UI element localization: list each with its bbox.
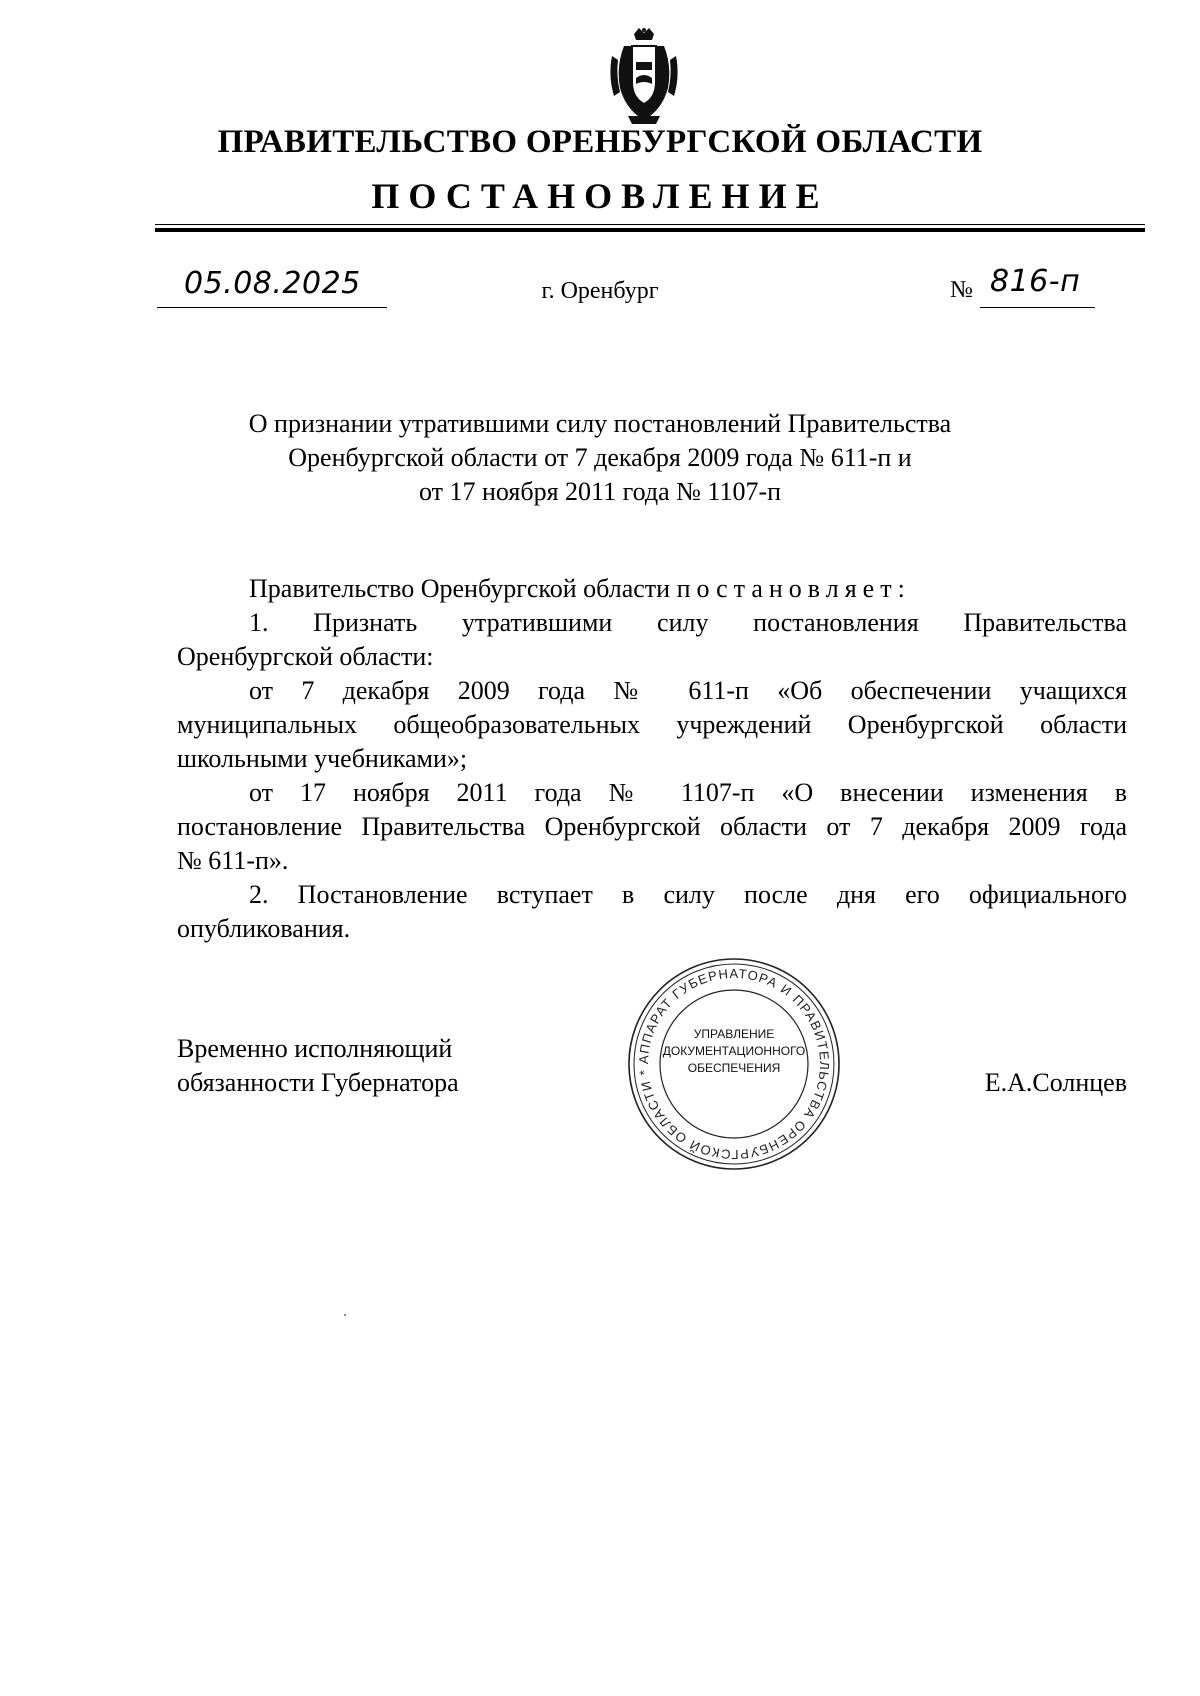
official-stamp [624, 954, 844, 1174]
document-number: 816-п [990, 264, 1081, 299]
sub-item-2-line: постановление Правительства Оренбургской области от 7 декабря 2009 года [177, 812, 1127, 841]
city-label: г. Оренбург [541, 278, 659, 304]
stamp-line: УПРАВЛЕНИЕ [693, 1027, 775, 1041]
intro-resolves: постановляет [676, 574, 898, 603]
header-divider-thick [155, 228, 1145, 232]
item-1-line: Оренбургской области: [177, 642, 434, 671]
sub-item-1-line: школьными учебниками»; [177, 744, 468, 773]
position-line: обязанности Губернатора [177, 1068, 459, 1097]
date-underline [157, 307, 387, 308]
intro-colon: : [897, 574, 905, 603]
signatory-position [177, 1032, 459, 1100]
item-2-line: опубликования. [177, 914, 351, 943]
intro-paragraph [177, 572, 1127, 606]
stamp-line: ОБЕСПЕЧЕНИЯ [687, 1061, 781, 1075]
item-1-line: 1. Признать утратившими силу постановления Правительства [249, 608, 1127, 637]
number-underline [980, 307, 1095, 308]
scan-speck [344, 1314, 346, 1316]
stamp-center-text [624, 1026, 844, 1077]
heading-line: от 17 ноября 2011 года № 1107-п [418, 477, 782, 506]
heading-line: О признании утратившими силу постановлений Правительства [248, 409, 952, 438]
coat-of-arms-emblem [606, 26, 682, 126]
document-heading [0, 407, 1200, 509]
organization-title: ПРАВИТЕЛЬСТВО ОРЕНБУРГСКОЙ ОБЛАСТИ [217, 124, 983, 160]
sub-item-1-line: муниципальных общеобразовательных учреждений Оренбургской области [177, 710, 1127, 739]
signatory-name: Е.А.Солнцев [984, 1068, 1127, 1097]
sub-item-2-line: № 611-п». [177, 846, 289, 875]
position-line: Временно исполняющий [177, 1034, 453, 1063]
document-body [177, 572, 1127, 946]
sub-item-2-line: от 17 ноября 2011 года № 1107-п «О внесении изменения в [249, 778, 1127, 807]
sub-item-1-line: от 7 декабря 2009 года № 611-п «Об обеспечении учащихся [249, 676, 1127, 705]
header-divider-thin [155, 224, 1145, 225]
intro-text: Правительство Оренбургской области [249, 574, 677, 603]
stamp-line: ДОКУМЕНТАЦИОННОГО [662, 1044, 806, 1058]
item-2-line: 2. Постановление вступает в силу после дня его официального [249, 880, 1127, 909]
stamp-ring-text: АППАРАТ ГУБЕРНАТОРА И ПРАВИТЕЛЬСТВА ОРЕНБУРГСКОЙ ОБЛАСТИ * [635, 965, 833, 1163]
document-date: 05.08.2025 [184, 266, 361, 301]
heading-line: Оренбургской области от 7 декабря 2009 года № 611-п и [288, 443, 912, 472]
number-sign: № [950, 277, 973, 303]
document-type-title: ПОСТАНОВЛЕНИЕ [371, 176, 829, 216]
